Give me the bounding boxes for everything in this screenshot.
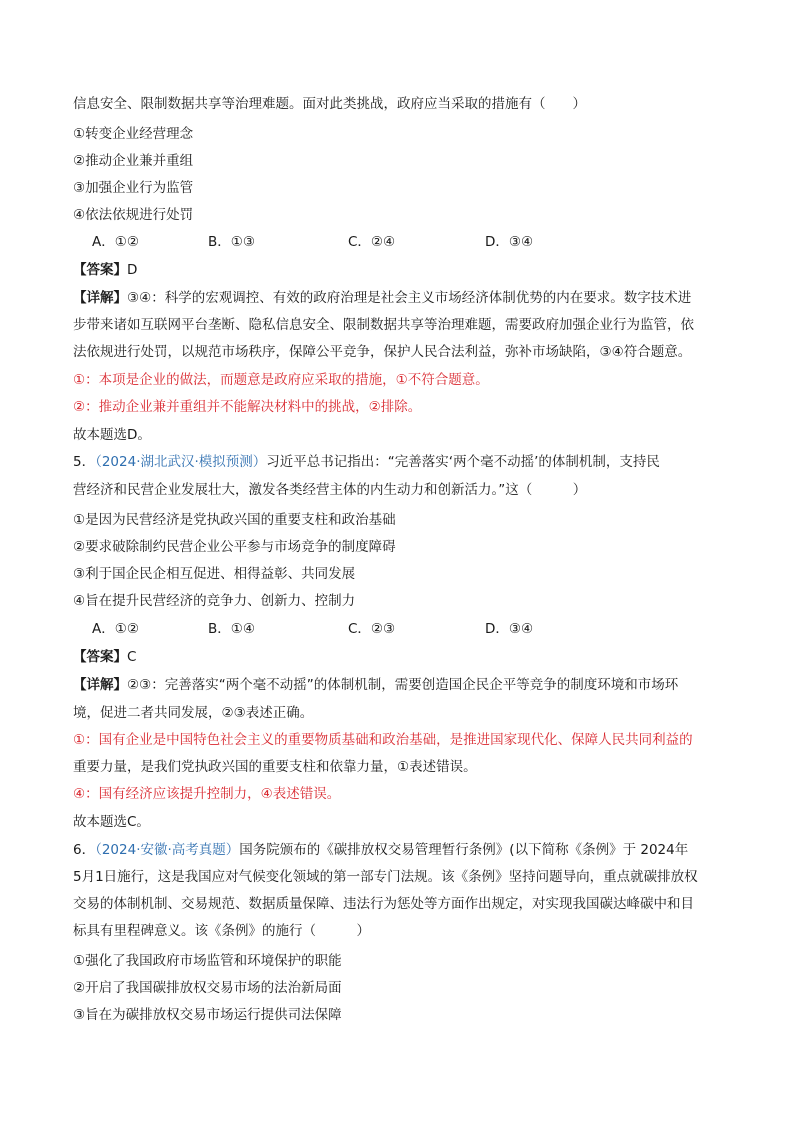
detail-tag: 【详解】	[73, 677, 127, 693]
q4-item-2: ②推动企业兼并重组	[73, 153, 194, 169]
q4-stem-tail: 信息安全、限制数据共享等治理难题。面对此类挑战，政府应当采取的措施有（ ）	[73, 96, 586, 112]
q5-item-2: ②要求破除制约民营企业公平参与市场竞争的制度障碍	[73, 539, 396, 555]
q4-detail-line-2: 步带来诸如互联网平台垄断、隐私信息安全、限制数据共享等治理难题，需要政府加强企业行为监管，依	[73, 317, 694, 333]
q4-option-a[interactable]: A．①②	[92, 234, 139, 250]
q4-detail-line-1	[73, 288, 691, 308]
answer-tag: 【答案】	[73, 649, 127, 665]
q6-item-2: ②开启了我国碳排放权交易市场的法治新局面	[73, 980, 342, 996]
answer-value: D	[127, 262, 138, 278]
q5-stem-line-1	[73, 452, 660, 472]
q5-option-b[interactable]: B．①④	[208, 621, 255, 637]
q4-option-c[interactable]: C．②④	[348, 234, 396, 250]
detail-tag: 【详解】	[73, 290, 127, 306]
q5-detail-line-2: 境，促进二者共同发展，②③表述正确。	[73, 705, 314, 721]
q5-stem-text: 习近平总书记指出：“完善落实‘两个毫不动摇’的体制机制，支持民	[266, 454, 660, 470]
q5-source: （2024·湖北武汉·模拟预测）	[95, 454, 267, 470]
q5-conclusion: 故本题选C。	[73, 814, 150, 830]
q4-item-4: ④依法依规进行处罚	[73, 207, 194, 223]
q4-item-1: ①转变企业经营理念	[73, 126, 194, 142]
q5-option-a[interactable]: A．①②	[92, 621, 139, 637]
q5-red-note-1: ①：国有企业是中国特色社会主义的重要物质基础和政治基础，是推进国家现代化、保障人民共同利益的	[73, 732, 693, 748]
q4-option-b[interactable]: B．①③	[208, 234, 255, 250]
q5-option-d[interactable]: D．③④	[485, 621, 534, 637]
q5-item-3: ③利于国企民企相互促进、相得益彰、共同发展	[73, 566, 356, 582]
q5-red-note-2: ④：国有经济应该提升控制力，④表述错误。	[73, 786, 341, 802]
q5-stem-line-2: 营经济和民营企业发展壮大，激发各类经营主体的内生动力和创新活力。”这（ ）	[73, 482, 587, 498]
detail-text: ③④：科学的宏观调控、有效的政府治理是社会主义市场经济体制优势的内在要求。数字技术进	[127, 290, 692, 306]
q4-conclusion: 故本题选D。	[73, 427, 151, 443]
answer-value: C	[127, 649, 137, 665]
q6-source: （2024·安徽·高考真题）	[95, 842, 240, 858]
q6-stem-line-1	[73, 840, 688, 860]
q4-red-note-2: ②：推动企业兼并重组并不能解决材料中的挑战，②排除。	[73, 399, 422, 415]
q5-red-note-1-cont: 重要力量，是我们党执政兴国的重要支柱和依靠力量，①表述错误。	[73, 759, 477, 775]
q5-answer	[73, 647, 136, 667]
q4-red-note-1: ①：本项是企业的做法，而题意是政府应采取的措施，①不符合题意。	[73, 372, 489, 388]
q4-item-3: ③加强企业行为监管	[73, 180, 194, 196]
q6-stem-line-4: 标具有里程碑意义。该《条例》的施行（ ）	[73, 923, 370, 939]
q4-detail-line-3: 法依规进行处罚，以规范市场秩序，保障公平竞争，保护人民合法利益，弥补市场缺陷，③④符合题意。	[73, 344, 692, 360]
answer-tag: 【答案】	[73, 262, 127, 278]
q5-item-4: ④旨在提升民营经济的竞争力、创新力、控制力	[73, 593, 356, 609]
q6-number: 6．	[73, 842, 96, 858]
q5-option-c[interactable]: C．②③	[348, 621, 396, 637]
q5-number: 5．	[73, 454, 96, 470]
q6-item-3: ③旨在为碳排放权交易市场运行提供司法保障	[73, 1007, 342, 1023]
q5-item-1: ①是因为民营经济是党执政兴国的重要支柱和政治基础	[73, 512, 396, 528]
q6-item-1: ①强化了我国政府市场监管和环境保护的职能	[73, 953, 342, 969]
detail-text: ②③：完善落实“两个毫不动摇”的体制机制，需要创造国企民企平等竞争的制度环境和市场环	[127, 677, 679, 693]
q6-stem-text: 国务院颁布的《碳排放权交易管理暂行条例》(以下简称《条例》于 2024年	[239, 842, 689, 858]
q4-answer	[73, 260, 137, 280]
q6-stem-line-2: 5月1日施行，这是我国应对气候变化领域的第一部专门法规。该《条例》坚持问题导向，重点就碳排放权	[73, 869, 698, 885]
q4-option-d[interactable]: D．③④	[485, 234, 534, 250]
q5-detail-line-1	[73, 675, 678, 695]
q6-stem-line-3: 交易的体制机制、交易规范、数据质量保障、违法行为惩处等方面作出规定，对实现我国碳达峰碳中和目	[73, 896, 694, 912]
